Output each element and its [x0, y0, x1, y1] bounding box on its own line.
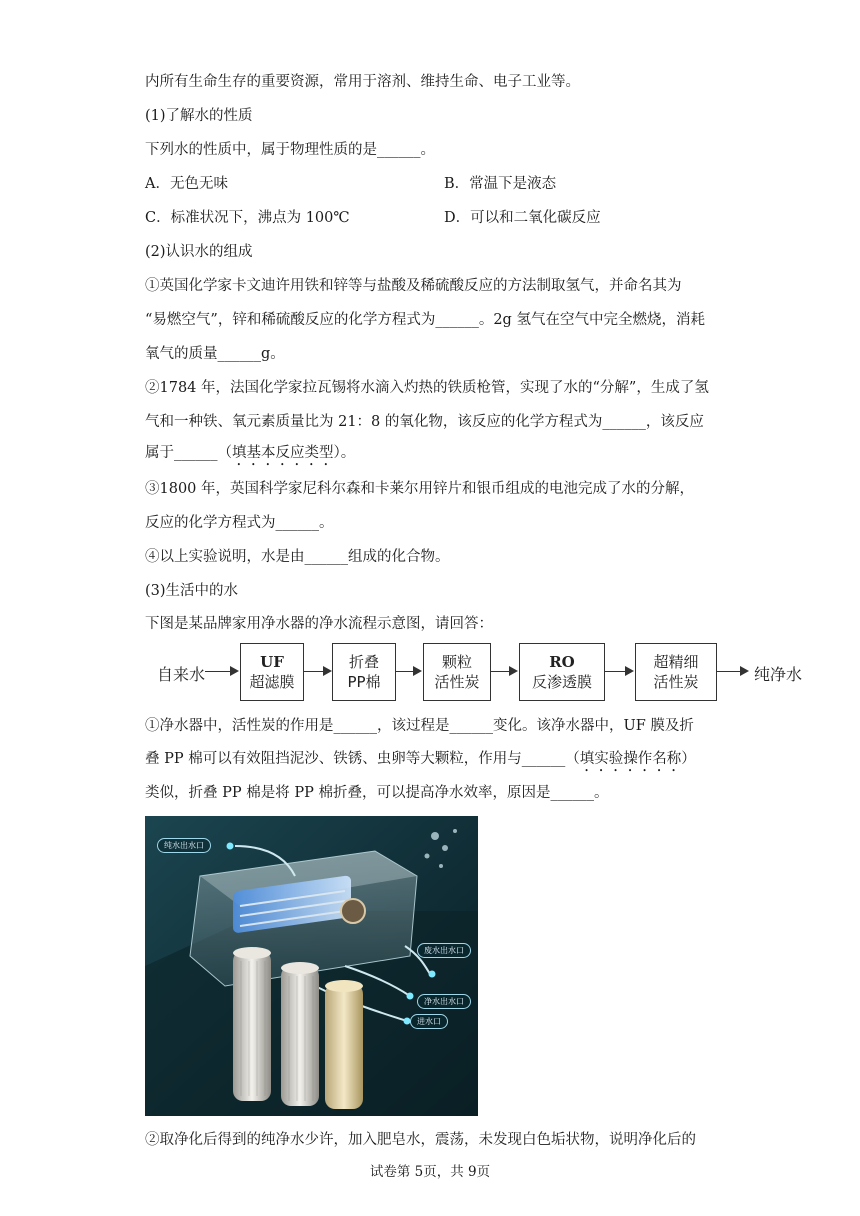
section-heading-3: (3)生活中的水: [145, 583, 239, 599]
inlet-label: 进水口: [410, 1014, 448, 1029]
text-line: ①英国化学家卡文迪许用铁和锌等与盐酸及稀硫酸反应的方法制取氢气，并命名其为: [145, 278, 682, 294]
flow-box-bottom: 活性炭: [653, 673, 699, 691]
flow-end-label: 纯净水: [754, 665, 803, 684]
text-line: ③1800 年，英国科学家尼科尔森和卡莱尔用锌片和银币组成的电池完成了水的分解，: [145, 481, 695, 497]
purification-flow-diagram: [145, 643, 815, 703]
water-purifier-photo: [145, 816, 478, 1116]
text-line: ①净水器中，活性炭的作用是______，该过程是______变化。该净水器中，UF 膜及折: [145, 718, 694, 734]
flow-arrow: [205, 671, 237, 672]
section-heading-2: (2)认识水的组成: [145, 244, 253, 260]
text-line: 类似，折叠 PP 棉是将 PP 棉折叠，可以提高净水效率，原因是______。: [145, 785, 609, 801]
emphasis-text: 填实验操作名称: [579, 751, 682, 767]
text-line-with-emphasis: [145, 749, 696, 775]
flow-box-top: UF: [260, 653, 284, 671]
text-span: ）: [681, 751, 696, 767]
text-line: “易燃空气”，锌和稀硫酸反应的化学方程式为______。2g 氢气在空气中完全燃烧，消耗: [145, 312, 705, 328]
option-b: B．常温下是液态: [444, 176, 557, 192]
flow-arrow: [303, 671, 330, 672]
flow-box-bottom: PP棉: [347, 673, 381, 691]
flow-arrow: [395, 671, 420, 672]
option-c: C．标准状况下，沸点为 100℃: [145, 210, 350, 226]
text-line: ②1784 年，法国化学家拉瓦锡将水滴入灼热的铁质枪管，实现了水的“分解”，生成了氢: [145, 380, 709, 396]
outlet-label: 废水出水口: [417, 943, 471, 958]
option-d: D．可以和二氧化碳反应: [444, 210, 601, 226]
text-span: 属于______（: [145, 445, 232, 461]
text-line: 气和一种铁、氧元素质量比为 21：8 的氧化物，该反应的化学方程式为______，该反应: [145, 414, 704, 430]
flow-box-bottom: 活性炭: [434, 673, 480, 691]
flow-box-top: 颗粒: [441, 653, 472, 671]
text-span: ）。: [333, 445, 356, 461]
emphasis-text: 填基本反应类型: [232, 445, 334, 461]
page-footer: 试卷第 5页，共 9页: [369, 1164, 491, 1180]
flow-box-top: RO: [549, 653, 575, 671]
flow-box-uf: [240, 643, 304, 701]
outlet-label: 纯水出水口: [157, 838, 211, 853]
text-line: ④以上实验说明，水是由______组成的化合物。: [145, 549, 450, 565]
purifier-illustration: [145, 816, 478, 1116]
outlet-label: 净水出水口: [417, 994, 471, 1009]
flow-arrow: [717, 671, 747, 672]
section-heading-1: (1)了解水的性质: [145, 108, 253, 124]
text-span: 叠 PP 棉可以有效阻挡泥沙、铁锈、虫卵等大颗粒，作用与______（: [145, 751, 580, 767]
flow-box-ro: [519, 643, 605, 701]
text-line: 内所有生命生存的重要资源，常用于溶剂、维持生命、电子工业等。: [145, 74, 580, 90]
flow-box-fine-carbon: [635, 643, 717, 701]
flow-box-top: 超精细: [653, 653, 699, 671]
text-line: 反应的化学方程式为______。: [145, 515, 334, 531]
flow-box-top: 折叠: [348, 653, 379, 671]
text-line: ②取净化后得到的纯净水少许，加入肥皂水，震荡，未发现白色垢状物，说明净化后的: [145, 1132, 696, 1148]
flow-box-bottom: 超滤膜: [249, 673, 295, 691]
flow-box-bottom: 反渗透膜: [531, 673, 592, 691]
flow-box-pp: [332, 643, 396, 701]
flow-start-label: 自来水: [157, 665, 206, 684]
flow-arrow: [604, 671, 632, 672]
text-line: 下图是某品牌家用净水器的净水流程示意图，请回答：: [145, 616, 493, 632]
flow-box-granular-carbon: [423, 643, 491, 701]
question-stem: 下列水的性质中，属于物理性质的是______。: [145, 142, 435, 158]
text-line: 氧气的质量______g。: [145, 346, 285, 362]
text-line-with-emphasis: [145, 443, 355, 469]
flow-arrow: [490, 671, 516, 672]
option-a: A．无色无味: [145, 176, 228, 192]
